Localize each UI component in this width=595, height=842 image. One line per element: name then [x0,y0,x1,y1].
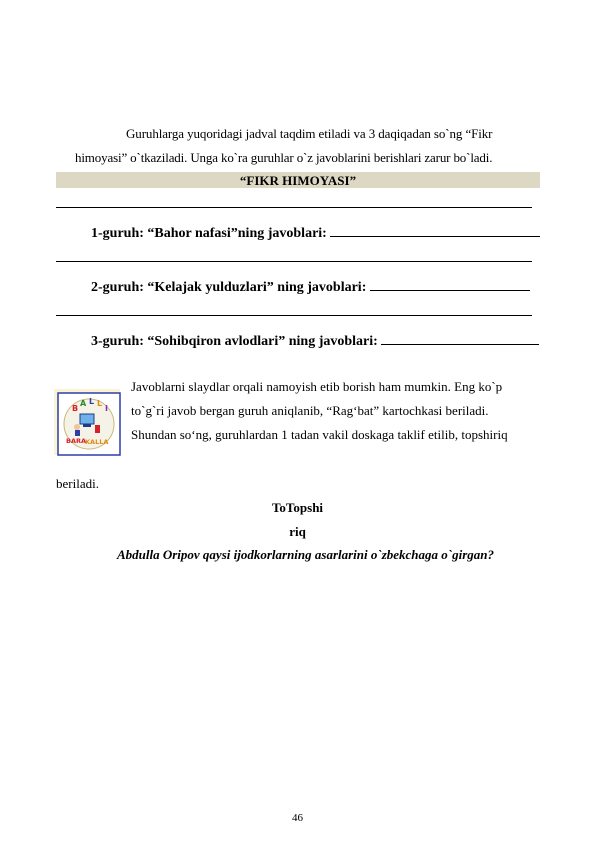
group-2-answer [91,279,530,297]
group-2-blank [370,279,530,291]
svg-text:A: A [80,399,87,408]
section-banner: “FIKR HIMOYASI” [56,172,540,188]
svg-text:BARA: BARA [66,437,87,445]
group-3-label: 3-guruh: “Sohibqiron avlodlari” ning javoblari: [91,334,378,349]
group-1-blank [330,225,540,237]
task-heading-1: ToTopshi [271,500,324,515]
info-line-3: Shundan so‘ng, guruhlardan 1 tadan vakil doskaga taklif etilib, topshiriq [131,427,508,442]
info-line-2: to`g`ri javob bergan guruh aniqlanib, “Rag‘bat” kartochkasi beriladi. [131,403,489,418]
answer-line [56,207,532,208]
intro-line-2: himoyasi” o`tkaziladi. Unga ko`ra guruhlar o`z javoblarini berishlari zarur bo`ladi. [75,150,493,165]
svg-text:KALLA: KALLA [85,438,109,446]
info-line-1: Javoblarni slaydlar orqali namoyish etib borish ham mumkin. Eng ko`p [131,379,503,394]
answer-line [56,315,532,316]
svg-text:L: L [97,399,103,408]
balli-barakalla-badge-icon [52,387,122,457]
task-question: Abdulla Oripov qaysi ijodkorlarning asarlarini o`zbekchaga o`girgan? [116,547,495,562]
svg-text:L: L [89,397,95,406]
group-1-label: 1-guruh: “Bahor nafasi”ning javoblari: [91,226,327,241]
svg-text:I: I [105,404,108,413]
answer-line [56,261,532,262]
task-heading-2: riq [289,524,306,539]
group-3-blank [381,333,539,345]
intro-line-1: Guruhlarga yuqoridagi jadval taqdim etiladi va 3 daqiqadan so`ng “Fikr [126,126,493,141]
group-1-answer [91,225,540,243]
page-number: 46 [292,812,303,824]
info-line-4: beriladi. [56,476,99,491]
svg-text:B: B [72,404,79,413]
group-2-label: 2-guruh: “Kelajak yulduzlari” ning javoblari: [91,280,367,295]
group-3-answer [91,333,539,351]
